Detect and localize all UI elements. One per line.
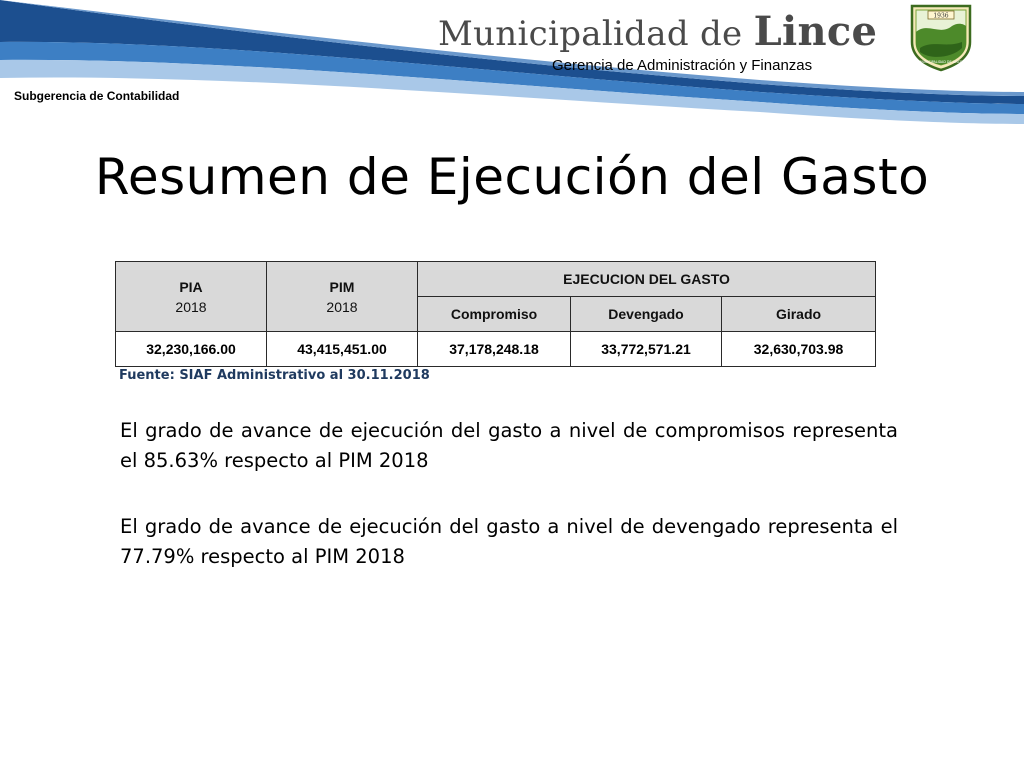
organization-name bbox=[438, 8, 877, 55]
header-pim-label: PIM bbox=[329, 278, 355, 295]
expense-execution-table bbox=[115, 261, 876, 367]
table-row bbox=[116, 332, 876, 367]
paragraph-compromisos: El grado de avance de ejecución del gasto a nivel de compromisos representa el 85.63% respecto al PIM 2018 bbox=[120, 419, 898, 472]
header-pia-label: PIA bbox=[179, 278, 203, 295]
slide-title: Resumen de Ejecución del Gasto bbox=[94, 148, 930, 206]
gerencia-label: Gerencia de Administración y Finanzas bbox=[552, 57, 813, 74]
header-pia-year: 2018 bbox=[175, 298, 207, 315]
municipal-shield-icon bbox=[908, 2, 974, 72]
header-pim bbox=[267, 262, 418, 332]
header-devengado: Devengado bbox=[571, 297, 722, 332]
logo-year: 1936 bbox=[933, 12, 949, 20]
subgerencia-label: Subgerencia de Contabilidad bbox=[14, 89, 180, 103]
value-girado: 32,630,703.98 bbox=[722, 332, 876, 367]
header-ejecucion-group: EJECUCION DEL GASTO bbox=[418, 262, 876, 297]
org-name-prefix: Municipalidad de bbox=[438, 14, 743, 54]
header-compromiso: Compromiso bbox=[418, 297, 571, 332]
header-pia bbox=[116, 262, 267, 332]
header-pim-year: 2018 bbox=[326, 298, 358, 315]
header-girado: Girado bbox=[722, 297, 876, 332]
source-note: Fuente: SIAF Administrativo al 30.11.2018 bbox=[119, 368, 430, 383]
value-devengado: 33,772,571.21 bbox=[571, 332, 722, 367]
logo-caption: MUNICIPALIDAD DE LINCE bbox=[919, 60, 963, 64]
paragraph-devengado: El grado de avance de ejecución del gasto a nivel de devengado representa el 77.79% respecto al PIM 2018 bbox=[120, 515, 898, 568]
org-name-strong: Lince bbox=[753, 8, 878, 55]
table-header-row bbox=[116, 262, 876, 297]
value-compromiso: 37,178,248.18 bbox=[418, 332, 571, 367]
value-pia: 32,230,166.00 bbox=[116, 332, 267, 367]
value-pim: 43,415,451.00 bbox=[267, 332, 418, 367]
